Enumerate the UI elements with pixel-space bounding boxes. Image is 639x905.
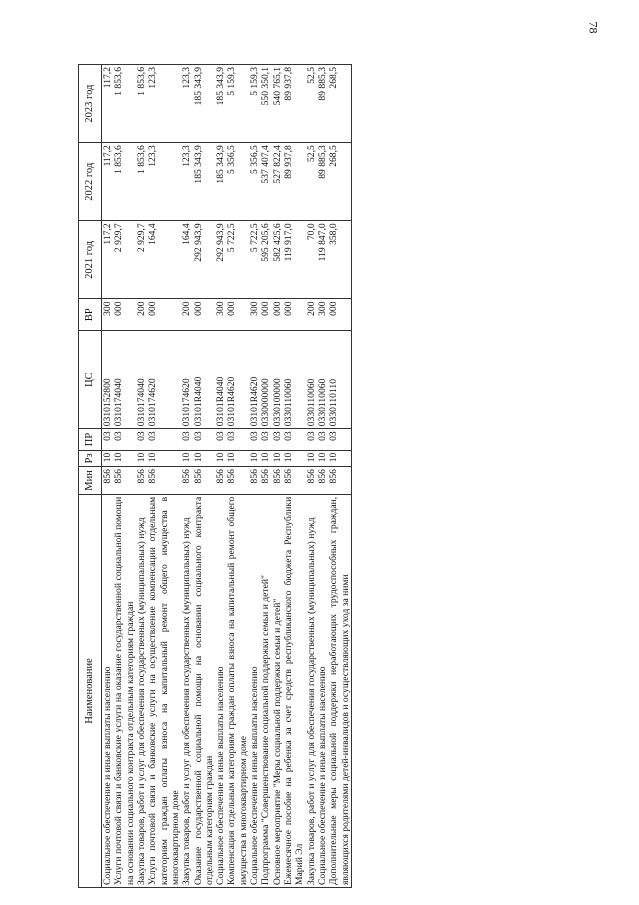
cell-cs: 03101R4620 [249, 330, 260, 428]
cell-pr: 03 [147, 429, 181, 450]
cell-2023: 1 853,6 [136, 65, 147, 143]
cell-vr: 200 [181, 299, 192, 331]
cell-2022: 89 937,8 [283, 143, 306, 221]
cell-2023: 1 853,6 [113, 65, 136, 143]
cell-name: Оказание государственной социальной помощи на основании социального контракта отдельным категориям граждан [193, 494, 216, 887]
cell-name: Услуги почтовой связи и банковские услуги на осуществление компенсации отдельным категориям граждан оплаты взноса на капитальный ремонт общего имущества в многоквартирном доме [147, 494, 181, 887]
cell-2022: 123,3 [181, 143, 192, 221]
table-row [136, 65, 147, 888]
table-row [181, 65, 192, 888]
cell-pr: 03 [306, 429, 317, 450]
cell-min: 856 [136, 467, 147, 495]
cell-cs: 03101R4620 [226, 330, 249, 428]
cell-min: 856 [260, 467, 271, 495]
cell-vr: 300 [102, 299, 114, 331]
cell-min: 856 [317, 467, 328, 495]
cell-2021: 2 929,7 [113, 221, 136, 299]
cell-2022: 185 343,9 [193, 143, 216, 221]
cell-2021: 292 943,9 [215, 221, 226, 299]
cell-min: 856 [272, 467, 283, 495]
cell-pr: 03 [181, 429, 192, 450]
cell-cs: 0330110060 [283, 330, 306, 428]
cell-name: Закупка товаров, работ и услуг для обеспечения государственных (муниципальных) нужд [306, 494, 317, 887]
cell-pr: 03 [193, 429, 216, 450]
cell-name: Подпрограмма "Совершенствование социальной поддержки семьи и детей" [260, 494, 271, 887]
cell-2023: 185 343,9 [193, 65, 216, 143]
cell-cs: 0310174620 [147, 330, 181, 428]
cell-pr: 03 [328, 429, 351, 450]
cell-rz: 10 [249, 450, 260, 466]
cell-pr: 03 [283, 429, 306, 450]
cell-2023: 123,3 [147, 65, 181, 143]
cell-2021: 358,0 [328, 221, 351, 299]
cell-2021: 5 722,5 [226, 221, 249, 299]
cell-name: Социальное обеспечение и иные выплаты населению [102, 494, 114, 887]
header-name: Наименование [79, 494, 102, 887]
cell-2023: 540 765,1 [272, 65, 283, 143]
cell-cs: 0310174040 [136, 330, 147, 428]
cell-min: 856 [328, 467, 351, 495]
cell-2023: 550 350,1 [260, 65, 271, 143]
cell-vr: 300 [249, 299, 260, 331]
cell-min: 856 [283, 467, 306, 495]
cell-vr: 200 [306, 299, 317, 331]
cell-2021: 164,4 [181, 221, 192, 299]
cell-2021: 164,4 [147, 221, 181, 299]
cell-rz: 10 [215, 450, 226, 466]
cell-rz: 10 [226, 450, 249, 466]
cell-vr: 000 [147, 299, 181, 331]
cell-2022: 1 853,6 [136, 143, 147, 221]
cell-2021: 582 425,6 [272, 221, 283, 299]
table-row [283, 65, 306, 888]
cell-2021: 2 929,7 [136, 221, 147, 299]
cell-2023: 185 343,9 [215, 65, 226, 143]
header-rz: Рз [79, 450, 102, 466]
cell-rz: 10 [260, 450, 271, 466]
cell-min: 856 [102, 467, 114, 495]
cell-pr: 03 [260, 429, 271, 450]
cell-name: Основное мероприятие "Меры социальной поддержки семьи и детей" [272, 494, 283, 887]
cell-2023: 268,5 [328, 65, 351, 143]
cell-pr: 03 [226, 429, 249, 450]
cell-2023: 89 937,8 [283, 65, 306, 143]
cell-2022: 123,3 [147, 143, 181, 221]
table-row [260, 65, 271, 888]
header-2021: 2021 год [79, 221, 102, 299]
cell-min: 856 [181, 467, 192, 495]
cell-min: 856 [113, 467, 136, 495]
cell-vr: 000 [260, 299, 271, 331]
cell-min: 856 [249, 467, 260, 495]
cell-vr: 000 [283, 299, 306, 331]
cell-name: Социальное обеспечение и иные выплаты населению [215, 494, 226, 887]
cell-vr: 000 [328, 299, 351, 331]
cell-name: Услуги почтовой связи и банковские услуги на оказание государственной социальной помощи на основании социального контракта отдельным категориям граждан [113, 494, 136, 887]
table-row [215, 65, 226, 888]
cell-2022: 117,2 [102, 143, 114, 221]
cell-rz: 10 [102, 450, 114, 466]
cell-rz: 10 [328, 450, 351, 466]
header-2022: 2022 год [79, 143, 102, 221]
cell-pr: 03 [113, 429, 136, 450]
header-2023: 2023 год [79, 65, 102, 143]
cell-vr: 200 [136, 299, 147, 331]
cell-rz: 10 [306, 450, 317, 466]
header-pr: ПР [79, 429, 102, 450]
cell-pr: 03 [317, 429, 328, 450]
cell-2023: 5 159,3 [249, 65, 260, 143]
cell-2023: 123,3 [181, 65, 192, 143]
cell-vr: 300 [215, 299, 226, 331]
cell-2023: 5 159,3 [226, 65, 249, 143]
table-header-row [79, 65, 102, 888]
cell-2022: 537 407,4 [260, 143, 271, 221]
cell-cs: 03101R4040 [215, 330, 226, 428]
table-row [272, 65, 283, 888]
table-row [193, 65, 216, 888]
cell-name: Закупка товаров, работ и услуг для обеспечения государственных (муниципальных) нужд [136, 494, 147, 887]
cell-2021: 595 205,6 [260, 221, 271, 299]
cell-2022: 89 885,3 [317, 143, 328, 221]
table-row [249, 65, 260, 888]
cell-rz: 10 [147, 450, 181, 466]
cell-name: Ежемесячное пособие на ребенка за счет средств республиканского бюджета Республики Марий Эл [283, 494, 306, 887]
cell-min: 856 [226, 467, 249, 495]
cell-name: Социальное обеспечение и иные выплаты населению [317, 494, 328, 887]
cell-rz: 10 [193, 450, 216, 466]
cell-min: 856 [193, 467, 216, 495]
cell-cs: 03101R4040 [193, 330, 216, 428]
table-row [113, 65, 136, 888]
cell-rz: 10 [113, 450, 136, 466]
cell-2021: 119 847,0 [317, 221, 328, 299]
cell-vr: 000 [226, 299, 249, 331]
cell-2022: 268,5 [328, 143, 351, 221]
cell-2023: 52,5 [306, 65, 317, 143]
budget-table [78, 64, 352, 888]
cell-name: Компенсация отдельным категориям граждан оплаты взноса на капитальный ремонт общего имущества в многоквартирном доме [226, 494, 249, 887]
cell-vr: 300 [317, 299, 328, 331]
cell-vr: 000 [272, 299, 283, 331]
cell-2021: 292 943,9 [193, 221, 216, 299]
cell-pr: 03 [249, 429, 260, 450]
page-number: 78 [586, 21, 601, 34]
cell-pr: 03 [272, 429, 283, 450]
cell-name: Закупка товаров, работ и услуг для обеспечения государственных (муниципальных) нужд [181, 494, 192, 887]
cell-vr: 000 [193, 299, 216, 331]
cell-cs: 0310152800 [102, 330, 114, 428]
cell-name: Дополнительные меры социальной поддержки неработающих трудоспособных граждан, являющихся родителями детей-инвалидов и осуществляющих уход за ними [328, 494, 351, 887]
cell-2022: 52,5 [306, 143, 317, 221]
cell-2022: 5 356,5 [226, 143, 249, 221]
cell-vr: 000 [113, 299, 136, 331]
cell-rz: 10 [181, 450, 192, 466]
cell-min: 856 [147, 467, 181, 495]
table-row [306, 65, 317, 888]
cell-cs: 0330110110 [328, 330, 351, 428]
table-row [102, 65, 114, 888]
cell-cs: 0330100000 [272, 330, 283, 428]
cell-pr: 03 [136, 429, 147, 450]
cell-2023: 89 885,3 [317, 65, 328, 143]
cell-2023: 117,2 [102, 65, 114, 143]
cell-min: 856 [215, 467, 226, 495]
cell-cs: 0310174620 [181, 330, 192, 428]
cell-pr: 03 [102, 429, 114, 450]
cell-2022: 5 356,5 [249, 143, 260, 221]
cell-pr: 03 [215, 429, 226, 450]
cell-cs: 0330110060 [317, 330, 328, 428]
table-row [226, 65, 249, 888]
cell-2021: 117,2 [102, 221, 114, 299]
cell-rz: 10 [272, 450, 283, 466]
cell-cs: 0310174040 [113, 330, 136, 428]
cell-rz: 10 [317, 450, 328, 466]
cell-2021: 119 917,0 [283, 221, 306, 299]
header-cs: ЦС [79, 330, 102, 428]
cell-cs: 0330000000 [260, 330, 271, 428]
cell-2021: 70,0 [306, 221, 317, 299]
rotated-table-container [78, 64, 638, 888]
cell-2021: 5 722,5 [249, 221, 260, 299]
header-min: Мин [79, 467, 102, 495]
cell-2022: 185 343,9 [215, 143, 226, 221]
cell-cs: 0330110060 [306, 330, 317, 428]
cell-rz: 10 [283, 450, 306, 466]
table-row [317, 65, 328, 888]
cell-2022: 527 822,4 [272, 143, 283, 221]
table-row [147, 65, 181, 888]
table-row [328, 65, 351, 888]
cell-name: Социальное обеспечение и иные выплаты населению [249, 494, 260, 887]
cell-min: 856 [306, 467, 317, 495]
cell-rz: 10 [136, 450, 147, 466]
header-vr: ВР [79, 299, 102, 331]
cell-2022: 1 853,6 [113, 143, 136, 221]
